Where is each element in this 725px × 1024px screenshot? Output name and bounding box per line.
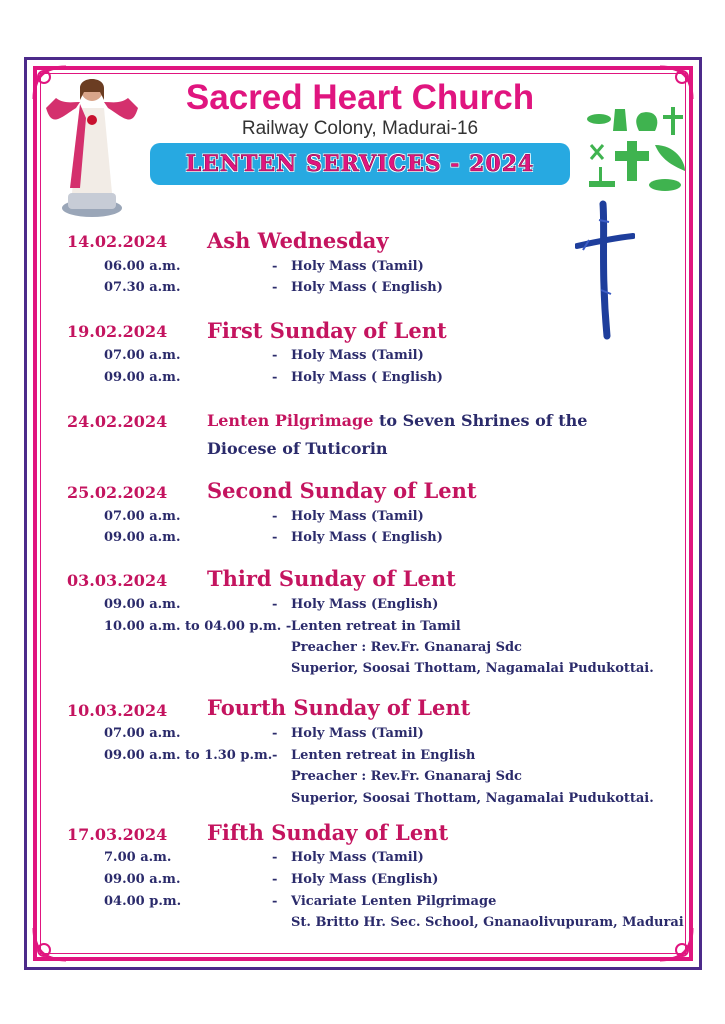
event-time: 09.00 a.m. <box>104 872 181 887</box>
event-time: 07.00 a.m. <box>104 726 181 741</box>
event-date: 19.02.2024 <box>67 322 168 341</box>
event-title: Fourth Sunday of Lent <box>207 695 471 720</box>
corner-ornament-icon <box>30 924 70 964</box>
event-title: Ash Wednesday <box>207 228 389 253</box>
event-date: 14.02.2024 <box>67 232 168 251</box>
event-date: 17.03.2024 <box>67 825 168 844</box>
event-time: 07.00 a.m. <box>104 348 181 363</box>
event-service: Holy Mass (Tamil) <box>291 348 424 363</box>
event-service: Holy Mass ( English) <box>291 370 443 385</box>
event-date: 24.02.2024 <box>67 412 168 431</box>
event-service: St. Britto Hr. Sec. School, Gnanaolivupuram, Madurai <box>291 915 684 930</box>
event-dash: - <box>272 530 278 545</box>
event-service: Holy Mass ( English) <box>291 530 443 545</box>
event-dash: - <box>272 894 278 909</box>
church-address: Railway Colony, Madurai-16 <box>241 118 479 139</box>
event-time: 7.00 a.m. <box>104 850 172 865</box>
lenten-services-banner <box>150 143 570 185</box>
pilgrimage-text: to Seven Shrines of the <box>373 411 588 430</box>
church-title: Sacred Heart Church <box>185 78 535 117</box>
event-dash: - <box>272 259 278 274</box>
event-service: Holy Mass (English) <box>291 872 439 887</box>
event-service: Preacher : Rev.Fr. Gnanaraj Sdc <box>291 769 522 784</box>
event-service: Holy Mass (Tamil) <box>291 509 424 524</box>
event-dash: - <box>272 370 278 385</box>
event-date: 10.03.2024 <box>67 701 168 720</box>
sacred-heart-statue-icon <box>40 68 145 218</box>
corner-ornament-icon <box>656 63 696 103</box>
event-dash: - <box>272 850 278 865</box>
event-title: First Sunday of Lent <box>207 318 447 343</box>
event-time: 09.00 a.m. <box>104 530 181 545</box>
event-time: 06.00 a.m. <box>104 259 181 274</box>
event-time: 04.00 p.m. <box>104 894 182 909</box>
pilgrimage-line <box>207 411 587 430</box>
event-date: 25.02.2024 <box>67 483 168 502</box>
event-service: Holy Mass (Tamil) <box>291 850 424 865</box>
banner-text: LENTEN SERVICES - 2024 <box>185 151 535 177</box>
event-time: 07.00 a.m. <box>104 509 181 524</box>
corner-ornament-icon <box>656 924 696 964</box>
ash-cross-icon <box>575 200 635 340</box>
event-dash: - <box>272 597 278 612</box>
event-dash: - <box>272 726 278 741</box>
event-title: Fifth Sunday of Lent <box>207 820 449 845</box>
event-dash: - <box>272 348 278 363</box>
event-service: Superior, Soosai Thottam, Nagamalai Pudukottai. <box>291 791 654 806</box>
event-service: Holy Mass ( English) <box>291 280 443 295</box>
event-service: Holy Mass (English) <box>291 597 439 612</box>
event-time: 09.00 a.m. <box>104 597 181 612</box>
event-service: Preacher : Rev.Fr. Gnanaraj Sdc <box>291 640 522 655</box>
event-dash: - <box>272 280 278 295</box>
event-service: Lenten retreat in Tamil <box>291 619 461 634</box>
event-service: Lenten retreat in English <box>291 748 476 763</box>
event-service: Holy Mass (Tamil) <box>291 726 424 741</box>
event-title: Second Sunday of Lent <box>207 478 477 503</box>
event-dash: - <box>272 872 278 887</box>
event-service: Superior, Soosai Thottam, Nagamalai Pudukottai. <box>291 661 654 676</box>
event-time: 09.00 a.m. to 1.30 p.m. <box>104 748 273 763</box>
event-service: Vicariate Lenten Pilgrimage <box>291 894 497 909</box>
pilgrimage-line-2: Diocese of Tuticorin <box>207 439 388 458</box>
event-dash: - <box>272 748 278 763</box>
event-time: 09.00 a.m. <box>104 370 181 385</box>
event-time: 10.00 a.m. to 04.00 p.m. - <box>104 619 292 634</box>
lenten-symbols-icon <box>585 105 695 195</box>
event-dash: - <box>272 509 278 524</box>
event-title: Third Sunday of Lent <box>207 566 456 591</box>
event-date: 03.03.2024 <box>67 571 168 590</box>
event-time: 07.30 a.m. <box>104 280 181 295</box>
event-service: Holy Mass (Tamil) <box>291 259 424 274</box>
pilgrimage-highlight: Lenten Pilgrimage <box>207 411 374 430</box>
